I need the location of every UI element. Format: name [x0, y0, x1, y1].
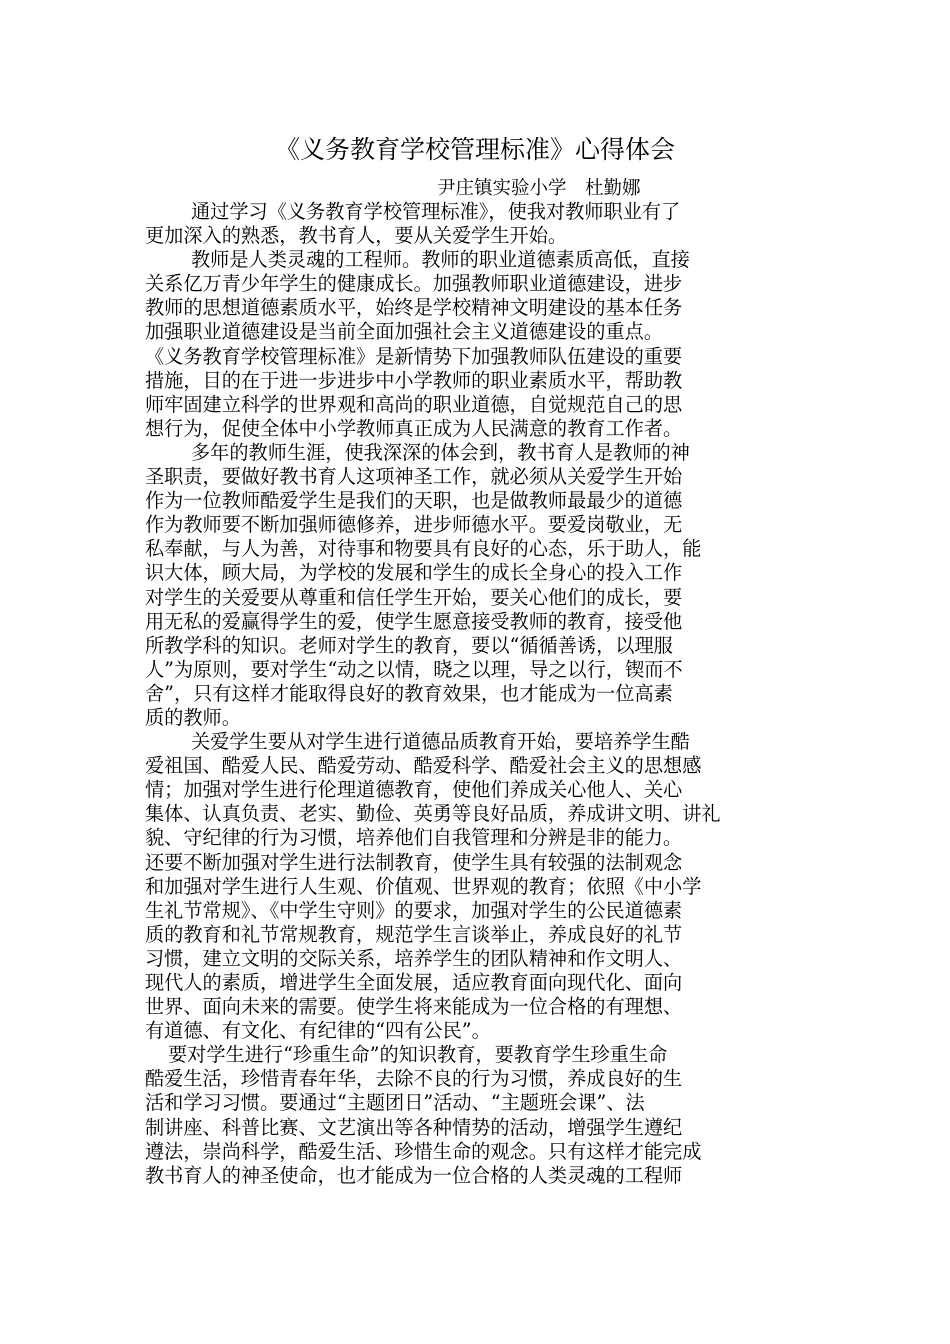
text-line: 作为教师要不断加强师德修养，进步师德水平。要爱岗敬业，无 [145, 513, 683, 537]
text-line: 习惯，建立文明的交际关系，培养学生的团队精神和作文明人、 [145, 946, 683, 970]
document-title: 《义务教育学校管理标准》心得体会 [274, 135, 675, 164]
text-line: 圣职责，要做好教书育人这项神圣工作，就必须从关爱学生开始 [145, 465, 683, 489]
text-line: 师牢固建立科学的世界观和高尚的职业道德，自觉规范自己的思 [145, 392, 683, 416]
text-line: 用无私的爱赢得学生的爱，使学生愿意接受教师的教育，接受他 [145, 609, 683, 633]
text-line: 活和学习习惯。要通过“主题团日”活动、“主题班会课”、法 [145, 1091, 645, 1115]
text-line: 酷爱生活，珍惜青春年华，去除不良的行为习惯，养成良好的生 [145, 1067, 683, 1091]
text-line: 要对学生进行“珍重生命”的知识教育，要教育学生珍重生命 [168, 1043, 668, 1067]
document-author: 尹庄镇实验小学 杜勤娜 [437, 178, 641, 199]
text-line: 世界、面向未来的需要。使学生将来能成为一位合格的有理想、 [145, 995, 683, 1019]
text-line: 貌、守纪律的行为习惯，培养他们自我管理和分辨是非的能力。 [145, 826, 683, 850]
text-line: 爱祖国、酷爱人民、酷爱劳动、酷爱科学、酷爱社会主义的思想感 [145, 754, 702, 778]
text-line: 人”为原则，要对学生“动之以情，晓之以理，导之以行，锲而不 [145, 657, 683, 681]
text-line: 集体、认真负责、老实、勤俭、英勇等良好品质，养成讲文明、讲礼 [145, 802, 721, 826]
text-line: 措施，目的在于进一步进步中小学教师的职业素质水平，帮助教 [145, 368, 683, 392]
text-line: 舍”，只有这样才能取得良好的教育效果，也才能成为一位高素 [145, 681, 673, 705]
text-line: 质的教师。 [145, 705, 241, 729]
document-body [145, 200, 815, 1188]
text-line: 想行为，促使全体中小学教师真正成为人民满意的教育工作者。 [145, 416, 683, 440]
text-line: 制讲座、科普比赛、文艺演出等各种情势的活动，增强学生遵纪 [145, 1115, 683, 1139]
text-line: 对学生的关爱要从尊重和信任学生开始，要关心他们的成长，要 [145, 585, 683, 609]
text-line: 识大体，顾大局，为学校的发展和学生的成长全身心的投入工作 [145, 561, 683, 585]
text-line: 教师的思想道德素质水平，始终是学校精神文明建设的基本任务 [145, 296, 683, 320]
text-line: 情；加强对学生进行伦理道德教育，使他们养成关心他人、关心 [145, 778, 683, 802]
text-line: 更加深入的熟悉，教书育人，要从关爱学生开始。 [145, 224, 568, 248]
text-line: 关爱学生要从对学生进行道德品质教育开始，要培养学生酷 [191, 730, 690, 754]
text-line: 现代人的素质，增进学生全面发展，适应教育面向现代化、面向 [145, 971, 683, 994]
text-line: 教师是人类灵魂的工程师。教师的职业道德素质高低，直接 [191, 248, 690, 272]
text-line: 《义务教育学校管理标准》是新情势下加强教师队伍建设的重要 [145, 344, 683, 368]
text-line: 私奉献，与人为善，对待事和物要具有良好的心态，乐于助人，能 [145, 537, 702, 561]
text-line: 多年的教师生涯，使我深深的体会到，教书育人是教师的神 [191, 440, 690, 464]
text-line: 还要不断加强对学生进行法制教育，使学生具有较强的法制观念 [145, 850, 683, 874]
text-line: 质的教育和礼节常规教育，规范学生言谈举止，养成良好的礼节 [145, 922, 683, 946]
text-line: 有道德、有文化、有纪律的“四有公民”。 [145, 1019, 491, 1043]
text-line: 关系亿万青少年学生的健康成长。加强教师职业道德建设，进步 [145, 272, 683, 296]
text-line: 作为一位教师酷爱学生是我们的天职，也是做教师最最少的道德 [145, 489, 683, 513]
text-line: 教书育人的神圣使命，也才能成为一位合格的人类灵魂的工程师 [145, 1163, 683, 1187]
text-line: 生礼节常规》、《中学生守则》的要求，加强对学生的公民道德素 [145, 898, 683, 922]
text-line: 加强职业道德建设是当前全面加强社会主义道德建设的重点。 [145, 320, 664, 344]
text-line: 通过学习《义务教育学校管理标准》，使我对教师职业有了 [191, 200, 681, 223]
text-line: 和加强对学生进行人生观、价值观、世界观的教育；依照《中小学 [145, 874, 702, 898]
text-line: 遵法，崇尚科学，酷爱生活、珍惜生命的观念。只有这样才能完成 [145, 1139, 702, 1163]
text-line: 所教学科的知识。老师对学生的教育，要以“循循善诱，以理服 [145, 633, 673, 657]
